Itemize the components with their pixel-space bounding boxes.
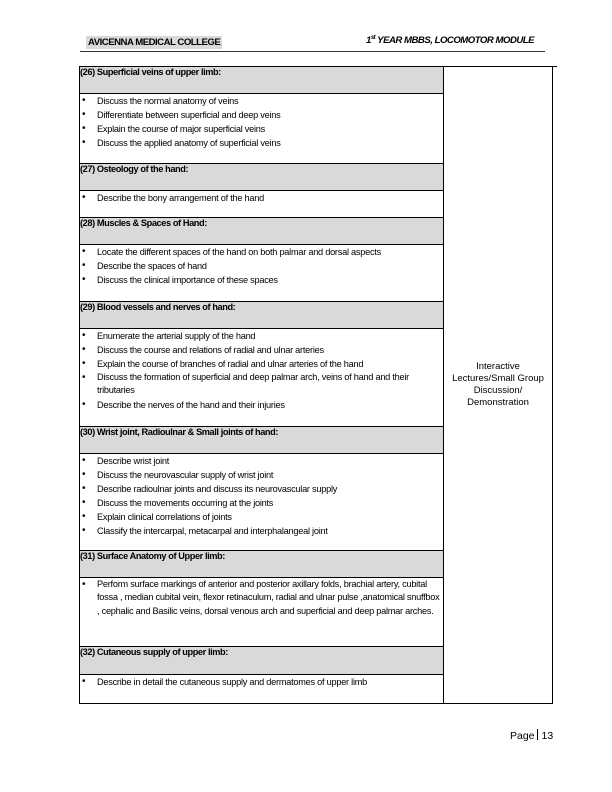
objective-item: • Describe in detail the cutaneous supply and dermatomes of upper limb	[80, 675, 443, 689]
page-footer	[510, 729, 553, 742]
objective-item: • Perform surface markings of anterior and posterior axillary folds, brachial artery, cubital fossa , median cubital vein, flexor retinaculum, radial and ulnar pulse ,anatomical snuffbox , cephalic and Basilic veins, dorsal venous arch and superficial and deep palmar arches.	[80, 578, 443, 619]
objective-list	[80, 329, 443, 412]
section-title: (26) Superficial veins of upper limb:	[80, 67, 444, 94]
objective-list	[80, 94, 443, 150]
section-title: (27) Osteology of the hand:	[80, 163, 444, 190]
teaching-method	[444, 67, 553, 704]
section-title: (30) Wrist joint, Radioulnar & Small joints of hand:	[80, 426, 444, 453]
objective-item: • Describe the bony arrangement of the hand	[80, 191, 443, 205]
header-rule	[80, 51, 545, 52]
objective-item: • Differentiate between superficial and deep veins	[80, 108, 443, 122]
page-separator	[537, 729, 538, 740]
section-objectives	[80, 453, 444, 550]
objective-list	[80, 578, 443, 619]
college-name: AVICENNA MEDICAL COLLEGE	[88, 37, 221, 48]
section-objectives	[80, 577, 444, 647]
section-title: (32) Cutaneous supply of upper limb:	[80, 647, 444, 674]
objective-item: • Describe wrist joint	[80, 454, 443, 468]
objective-item: • Describe the nerves of the hand and their injuries	[80, 398, 443, 412]
section-title: (28) Muscles & Spaces of Hand:	[80, 218, 444, 245]
objective-item: • Describe radioulnar joints and discuss its neurovascular supply	[80, 482, 443, 496]
objective-item: • Discuss the applied anatomy of superficial veins	[80, 136, 443, 150]
section-objectives	[80, 328, 444, 426]
year-ordinal: st	[370, 35, 376, 41]
module-title	[366, 35, 534, 46]
section-objectives	[80, 94, 444, 164]
section-objectives	[80, 674, 444, 703]
page-number: 13	[541, 730, 554, 742]
section-title: (31) Surface Anatomy of Upper limb:	[80, 550, 444, 577]
teaching-method-text: Interactive Lectures/Small Group Discussion/ Demonstration	[452, 361, 544, 408]
objective-item: • Describe the spaces of hand	[80, 259, 443, 273]
objective-item: • Discuss the formation of superficial and deep palmar arch, veins of hand and their tributaries	[80, 371, 443, 398]
page-label: Page	[510, 730, 535, 742]
objective-list	[80, 191, 443, 205]
objective-item: • Discuss the course and relations of radial and ulnar arteries	[80, 343, 443, 357]
objective-item: • Explain the course of major superficial veins	[80, 122, 443, 136]
objective-list	[80, 675, 443, 689]
objective-list	[80, 454, 443, 538]
objective-item: • Classify the intercarpal, metacarpal and interphalangeal joint	[80, 524, 443, 538]
module-name: YEAR MBBS, LOCOMOTOR MODULE	[375, 35, 535, 47]
objective-item: • Discuss the clinical importance of these spaces	[80, 273, 443, 287]
syllabus-table	[79, 66, 553, 704]
section-objectives	[80, 190, 444, 217]
objective-item: • Discuss the movements occurring at the joints	[80, 496, 443, 510]
objective-item: • Enumerate the arterial supply of the hand	[80, 329, 443, 343]
objective-list	[80, 245, 443, 287]
objective-item: • Explain clinical correlations of joints	[80, 510, 443, 524]
section-title: (29) Blood vessels and nerves of hand:	[80, 301, 444, 328]
objective-item: • Explain the course of branches of radial and ulnar arteries of the hand	[80, 357, 443, 371]
objective-item: • Discuss the normal anatomy of veins	[80, 94, 443, 108]
year-number: 1	[366, 35, 371, 47]
objective-item: • Discuss the neurovascular supply of wrist joint	[80, 468, 443, 482]
objective-item: • Locate the different spaces of the hand on both palmar and dorsal aspects	[80, 245, 443, 259]
section-objectives	[80, 245, 444, 301]
